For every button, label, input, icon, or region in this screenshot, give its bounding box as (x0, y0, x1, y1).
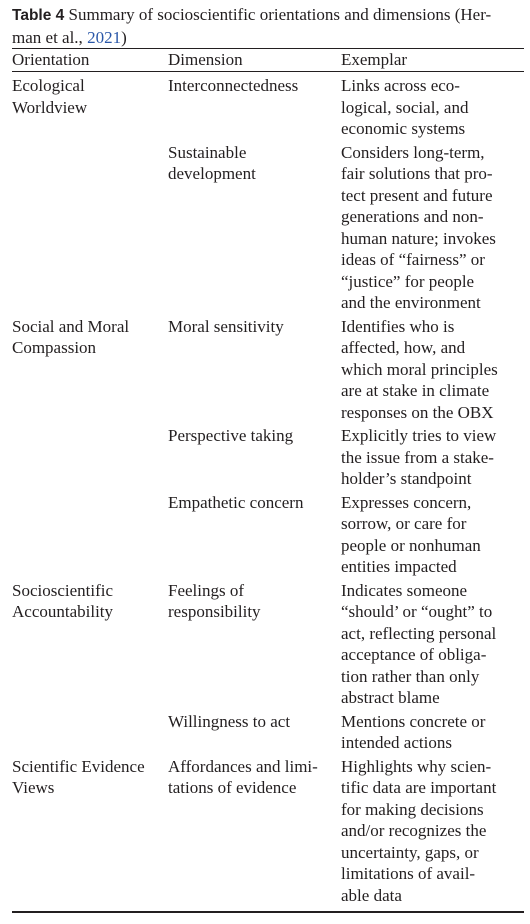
header-row (12, 48, 524, 73)
cell-text-line: Sustainable (168, 142, 247, 162)
cell-text-line: limitations of avail- (341, 864, 476, 883)
cell-text-line: Links across eco- (341, 76, 460, 95)
exemplar-cell (341, 316, 524, 426)
cell-text-line: Feelings of (168, 580, 245, 600)
cell-text-line: “justice” for people (341, 271, 475, 291)
orientation-cell (12, 73, 168, 142)
cell-text-line: Views (12, 778, 55, 797)
header-exemplar: Exemplar (341, 50, 408, 69)
orientation-cell (12, 580, 168, 711)
cell-text-line: human nature; invokes (341, 228, 496, 248)
caption-close-paren: ) (121, 28, 127, 47)
orientation-cell (12, 492, 168, 580)
exemplar-cell (341, 756, 524, 909)
cell-text-line: and the environment (341, 293, 481, 312)
exemplar-cell (341, 73, 524, 142)
orientation-cell (12, 142, 168, 316)
cell-text-line: able data (341, 885, 402, 905)
header-dimension: Dimension (168, 50, 243, 69)
dimension-cell (168, 425, 341, 492)
cell-text-line: Scientific Evidence (12, 756, 145, 776)
cell-text-line: Affordances and limi- (168, 756, 318, 776)
cell-text-line: Mentions concrete or (341, 711, 486, 731)
orientation-cell (12, 425, 168, 492)
cell-text-line: holder’s standpoint (341, 469, 472, 488)
cell-text-line: Willingness to act (168, 711, 291, 731)
cell-text-line: “should’ or “ought” to (341, 602, 493, 621)
table-label: Table 4 (12, 7, 65, 24)
table-row (12, 142, 524, 316)
table-body (12, 73, 524, 908)
cell-text-line: Worldview (12, 97, 88, 117)
cell-text-line: and/or recognizes the (341, 821, 487, 840)
cell-text-line: are at stake in climate (341, 381, 490, 400)
exemplar-cell (341, 142, 524, 316)
cell-text-line: entities impacted (341, 557, 457, 576)
table-row (12, 425, 524, 492)
cell-text-line: fair solutions that pro- (341, 164, 493, 183)
cell-text-line: ideas of “fairness” or (341, 250, 485, 269)
cell-text-line: Compassion (12, 338, 97, 357)
cell-text-line: Highlights why scien- (341, 756, 492, 776)
cell-text-line: logical, social, and (341, 97, 469, 117)
cell-text-line: tific data are important (341, 778, 497, 797)
dimension-cell (168, 492, 341, 580)
dimension-cell (168, 711, 341, 756)
cell-text-line: tect present and future (341, 185, 493, 205)
cell-text-line: affected, how, and (341, 338, 466, 357)
orientation-cell (12, 711, 168, 756)
table-row (12, 580, 524, 711)
cell-text-line: Identifies who is (341, 316, 455, 336)
cell-text-line: Indicates someone (341, 580, 468, 600)
bottom-rule (12, 911, 524, 913)
table-row (12, 711, 524, 756)
table-row (12, 492, 524, 580)
cell-text-line: the issue from a stake- (341, 447, 494, 467)
cell-text-line: Moral sensitivity (168, 316, 284, 336)
dimension-cell (168, 142, 341, 316)
cell-text-line: Explicitly tries to view (341, 426, 497, 445)
cell-text-line: Considers long-term, (341, 142, 485, 162)
dimension-cell (168, 580, 341, 711)
cell-text-line: acceptance of obliga- (341, 645, 487, 664)
cell-text-line: Interconnectedness (168, 76, 299, 95)
cell-text-line: sorrow, or care for (341, 514, 467, 533)
cell-text-line: which moral principles (341, 359, 498, 379)
caption-text-line1: Summary of socioscientific orientations and dimensions (Her- (68, 5, 492, 24)
cell-text-line: responses on the OBX (341, 402, 494, 422)
dimension-cell (168, 73, 341, 142)
table-row (12, 756, 524, 909)
cell-text-line: Empathetic concern (168, 492, 304, 512)
cell-text-line: abstract blame (341, 688, 440, 707)
summary-table (12, 48, 524, 908)
cell-text-line: Expresses concern, (341, 492, 472, 512)
cell-text-line: Socioscientific (12, 580, 114, 600)
orientation-cell (12, 316, 168, 426)
cell-text-line: uncertainty, gaps, or (341, 842, 479, 862)
exemplar-cell (341, 711, 524, 756)
caption-text-line2: man et al., (12, 28, 88, 47)
dimension-cell (168, 756, 341, 909)
cell-text-line: people or nonhuman (341, 535, 481, 555)
cell-text-line: Accountability (12, 602, 114, 621)
header-orientation: Orientation (12, 50, 90, 69)
cell-text-line: Ecological (12, 76, 85, 95)
table-row (12, 73, 524, 142)
cell-text-line: generations and non- (341, 207, 484, 226)
cell-text-line: Perspective taking (168, 426, 294, 445)
dimension-cell (168, 316, 341, 426)
table-caption (12, 4, 524, 49)
exemplar-cell (341, 425, 524, 492)
cell-text-line: responsibility (168, 602, 261, 621)
cell-text-line: Social and Moral (12, 316, 130, 336)
cell-text-line: tion rather than only (341, 666, 480, 686)
orientation-cell (12, 756, 168, 909)
cell-text-line: for making decisions (341, 799, 484, 819)
cell-text-line: act, reflecting personal (341, 623, 497, 643)
exemplar-cell (341, 492, 524, 580)
cell-text-line: economic systems (341, 119, 466, 138)
exemplar-cell (341, 580, 524, 711)
cell-text-line: tations of evidence (168, 778, 297, 797)
cell-text-line: intended actions (341, 733, 452, 752)
citation-link[interactable]: 2021 (87, 28, 122, 47)
table-row (12, 316, 524, 426)
cell-text-line: development (168, 164, 256, 183)
